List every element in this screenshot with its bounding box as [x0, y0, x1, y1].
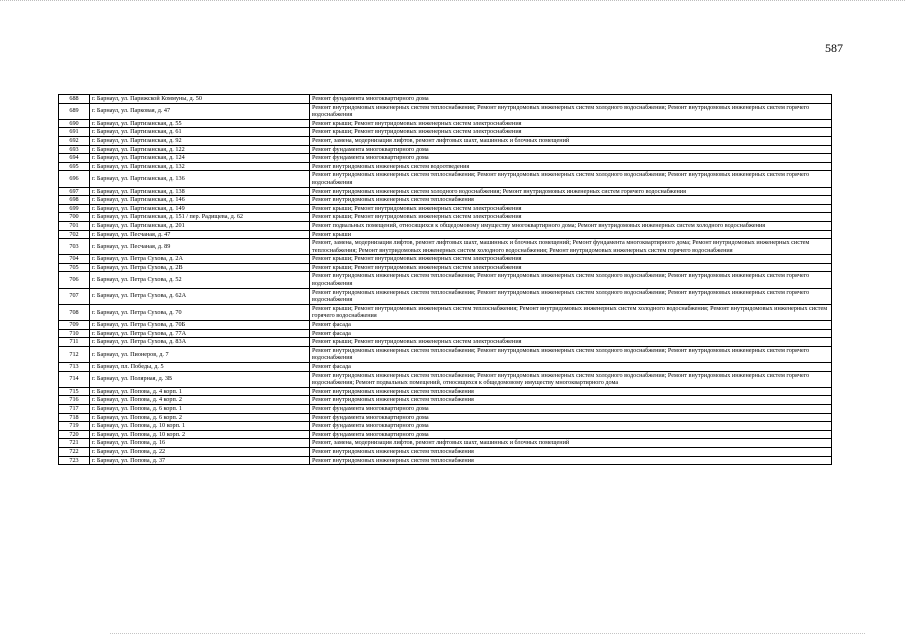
row-number: 698: [59, 196, 90, 205]
row-works: Ремонт внутридомовых инженерных систем теплоснабжения: [310, 196, 832, 205]
row-works: Ремонт внутридомовых инженерных систем теплоснабжения; Ремонт внутридомовых инженерных систем холодного водоснабжения; Ремонт внутридомовых инженерных систем горячего водоснабжения: [310, 171, 832, 187]
row-works: Ремонт, замена, модернизация лифтов, ремонт лифтовых шахт, машинных и блочных помещений: [310, 136, 832, 145]
row-works: Ремонт внутридомовых инженерных систем теплоснабжения; Ремонт внутридомовых инженерных систем холодного водоснабжения; Ремонт внутридомовых инженерных систем горячего водоснабжения: [310, 103, 832, 119]
row-address: г. Барнаул, ул. Попова, д. 6 корп. 2: [90, 413, 310, 422]
row-works: Ремонт внутридомовых инженерных систем теплоснабжения; Ремонт внутридомовых инженерных систем холодного водоснабжения; Ремонт внутридомовых инженерных систем горячего водоснабжения: [310, 346, 832, 362]
row-number: 692: [59, 136, 90, 145]
row-address: г. Барнаул, ул. Партизанская, д. 124: [90, 154, 310, 163]
table-row: [59, 128, 832, 137]
table-row: [59, 456, 832, 465]
row-works: Ремонт фасада: [310, 363, 832, 372]
row-number: 710: [59, 329, 90, 338]
row-address: г. Барнаул, ул. Попова, д. 4 корп. 2: [90, 396, 310, 405]
row-number: 696: [59, 171, 90, 187]
row-number: 717: [59, 404, 90, 413]
table-row: [59, 103, 832, 119]
row-works: Ремонт фундамента многоквартирного дома: [310, 413, 832, 422]
row-address: г. Барнаул, пл. Победы, д. 5: [90, 363, 310, 372]
row-number: 695: [59, 162, 90, 171]
row-number: 706: [59, 272, 90, 288]
row-address: г. Барнаул, ул. Партизанская, д. 138: [90, 187, 310, 196]
row-address: г. Барнаул, ул. Петра Сухова, д. 52: [90, 272, 310, 288]
row-works: Ремонт, замена, модернизация лифтов, ремонт лифтовых шахт, машинных и блочных помещений; Ремонт фундамента многоквартирного дома; Ремонт внутридомовых инженерных систем теплоснабжения; Ремонт внутридомовых инженерных систем холодного водоснабжения; Ремонт внутридомовых инженерных систем горячего водоснабжения: [310, 239, 832, 255]
row-works: Ремонт крыши; Ремонт внутридомовых инженерных систем электроснабжения: [310, 255, 832, 264]
row-address: г. Барнаул, ул. Партизанская, д. 55: [90, 119, 310, 128]
table-row: [59, 371, 832, 387]
row-works: Ремонт крыши; Ремонт внутридомовых инженерных систем электроснабжения: [310, 119, 832, 128]
row-address: г. Барнаул, ул. Партизанская, д. 146: [90, 196, 310, 205]
row-address: г. Барнаул, ул. Партизанская, д. 122: [90, 145, 310, 154]
row-number: 708: [59, 304, 90, 320]
row-works: Ремонт крыши; Ремонт внутридомовых инженерных систем электроснабжения: [310, 263, 832, 272]
row-number: 690: [59, 119, 90, 128]
row-address: г. Барнаул, ул. Попова, д. 4 корп. 1: [90, 387, 310, 396]
table-row: [59, 171, 832, 187]
row-address: г. Барнаул, ул. Партизанская, д. 132: [90, 162, 310, 171]
registry-table-body: [59, 95, 832, 465]
row-number: 721: [59, 439, 90, 448]
table-row: [59, 154, 832, 163]
row-works: Ремонт внутридомовых инженерных систем водоотведения: [310, 162, 832, 171]
row-number: 718: [59, 413, 90, 422]
table-row: [59, 230, 832, 239]
row-address: г. Барнаул, ул. Парковая, д. 47: [90, 103, 310, 119]
row-address: г. Барнаул, ул. Петра Сухова, д. 62А: [90, 288, 310, 304]
row-number: 691: [59, 128, 90, 137]
row-works: Ремонт фасада: [310, 321, 832, 330]
table-row: [59, 145, 832, 154]
table-row: [59, 396, 832, 405]
row-number: 697: [59, 187, 90, 196]
registry-table-container: [58, 94, 832, 465]
row-works: Ремонт фундамента многоквартирного дома: [310, 422, 832, 431]
row-number: 722: [59, 447, 90, 456]
row-address: г. Барнаул, ул. Партизанская, д. 136: [90, 171, 310, 187]
row-works: Ремонт внутридомовых инженерных систем теплоснабжения: [310, 456, 832, 465]
table-row: [59, 329, 832, 338]
table-row: [59, 204, 832, 213]
table-row: [59, 196, 832, 205]
table-row: [59, 338, 832, 347]
table-row: [59, 272, 832, 288]
row-number: 719: [59, 422, 90, 431]
table-row: [59, 263, 832, 272]
row-number: 723: [59, 456, 90, 465]
row-number: 711: [59, 338, 90, 347]
row-number: 712: [59, 346, 90, 362]
row-address: г. Барнаул, ул. Петра Сухова, д. 83А: [90, 338, 310, 347]
table-row: [59, 213, 832, 222]
row-address: г. Барнаул, ул. Партизанская, д. 151 / пер. Радищева, д. 62: [90, 213, 310, 222]
table-row: [59, 187, 832, 196]
table-row: [59, 162, 832, 171]
row-address: г. Барнаул, ул. Попова, д. 10 корп. 1: [90, 422, 310, 431]
row-works: Ремонт фундамента многоквартирного дома: [310, 430, 832, 439]
row-works: Ремонт внутридомовых инженерных систем теплоснабжения: [310, 447, 832, 456]
table-row: [59, 404, 832, 413]
row-number: 714: [59, 371, 90, 387]
scan-edge-bottom: [110, 629, 865, 634]
registry-table: [58, 94, 832, 465]
row-number: 701: [59, 221, 90, 230]
row-number: 689: [59, 103, 90, 119]
row-address: г. Барнаул, ул. Попова, д. 22: [90, 447, 310, 456]
row-address: г. Барнаул, ул. Петра Сухова, д. 70Б: [90, 321, 310, 330]
row-address: г. Барнаул, ул. Петра Сухова, д. 70: [90, 304, 310, 320]
table-row: [59, 447, 832, 456]
table-row: [59, 387, 832, 396]
row-number: 720: [59, 430, 90, 439]
row-works: Ремонт крыши; Ремонт внутридомовых инженерных систем электроснабжения: [310, 204, 832, 213]
row-works: Ремонт внутридомовых инженерных систем теплоснабжения: [310, 396, 832, 405]
table-row: [59, 430, 832, 439]
table-row: [59, 304, 832, 320]
row-number: 703: [59, 239, 90, 255]
table-row: [59, 119, 832, 128]
row-number: 705: [59, 263, 90, 272]
page-number: 587: [825, 41, 843, 55]
table-row: [59, 221, 832, 230]
row-works: Ремонт фундамента многоквартирного дома: [310, 95, 832, 104]
row-works: Ремонт внутридомовых инженерных систем теплоснабжения; Ремонт внутридомовых инженерных систем холодного водоснабжения; Ремонт внутридомовых инженерных систем горячего водоснабжения: [310, 288, 832, 304]
row-number: 693: [59, 145, 90, 154]
row-works: Ремонт фундамента многоквартирного дома: [310, 145, 832, 154]
row-number: 688: [59, 95, 90, 104]
row-address: г. Барнаул, ул. Полярная, д. 3В: [90, 371, 310, 387]
row-works: Ремонт фундамента многоквартирного дома: [310, 404, 832, 413]
row-number: 709: [59, 321, 90, 330]
table-row: [59, 321, 832, 330]
row-works: Ремонт внутридомовых инженерных систем теплоснабжения: [310, 387, 832, 396]
table-row: [59, 363, 832, 372]
row-works: Ремонт крыши: [310, 230, 832, 239]
row-address: г. Барнаул, ул. Попова, д. 6 корп. 1: [90, 404, 310, 413]
row-address: г. Барнаул, ул. Парижской Коммуны, д. 50: [90, 95, 310, 104]
row-address: г. Барнаул, ул. Пионеров, д. 7: [90, 346, 310, 362]
row-works: Ремонт фундамента многоквартирного дома: [310, 154, 832, 163]
row-address: г. Барнаул, ул. Петра Сухова, д. 77А: [90, 329, 310, 338]
row-number: 704: [59, 255, 90, 264]
row-address: г. Барнаул, ул. Партизанская, д. 201: [90, 221, 310, 230]
row-address: г. Барнаул, ул. Попова, д. 10 корп. 2: [90, 430, 310, 439]
table-row: [59, 422, 832, 431]
row-address: г. Барнаул, ул. Партизанская, д. 92: [90, 136, 310, 145]
row-number: 716: [59, 396, 90, 405]
table-row: [59, 346, 832, 362]
row-works: Ремонт крыши; Ремонт внутридомовых инженерных систем электроснабжения: [310, 338, 832, 347]
row-address: г. Барнаул, ул. Партизанская, д. 149: [90, 204, 310, 213]
table-row: [59, 439, 832, 448]
row-number: 700: [59, 213, 90, 222]
table-row: [59, 239, 832, 255]
table-row: [59, 95, 832, 104]
row-address: г. Барнаул, ул. Петра Сухова, д. 2В: [90, 263, 310, 272]
row-number: 694: [59, 154, 90, 163]
row-works: Ремонт внутридомовых инженерных систем теплоснабжения; Ремонт внутридомовых инженерных систем холодного водоснабжения; Ремонт внутридомовых инженерных систем горячего водоснабжения: [310, 272, 832, 288]
row-works: Ремонт внутридомовых инженерных систем холодного водоснабжения; Ремонт внутридомовых инженерных систем горячего водоснабжения: [310, 187, 832, 196]
table-row: [59, 255, 832, 264]
row-works: Ремонт, замена, модернизация лифтов, ремонт лифтовых шахт, машинных и блочных помещений: [310, 439, 832, 448]
row-works: Ремонт внутридомовых инженерных систем теплоснабжения; Ремонт внутридомовых инженерных систем холодного водоснабжения; Ремонт внутридомовых инженерных систем горячего водоснабжения; Ремонт подвальных помещений, относящихся к общедомовому имуществу многоквартирного дома: [310, 371, 832, 387]
row-works: Ремонт фасада: [310, 329, 832, 338]
row-address: г. Барнаул, ул. Песчаная, д. 47: [90, 230, 310, 239]
row-works: Ремонт подвальных помещений, относящихся к общедомовому имуществу многоквартирного дома; Ремонт внутридомовых инженерных систем холодного водоснабжения: [310, 221, 832, 230]
row-number: 699: [59, 204, 90, 213]
row-address: г. Барнаул, ул. Песчаная, д. 89: [90, 239, 310, 255]
table-row: [59, 136, 832, 145]
table-row: [59, 288, 832, 304]
row-number: 713: [59, 363, 90, 372]
row-address: г. Барнаул, ул. Попова, д. 16: [90, 439, 310, 448]
row-works: Ремонт крыши; Ремонт внутридомовых инженерных систем электроснабжения: [310, 213, 832, 222]
row-address: г. Барнаул, ул. Попова, д. 37: [90, 456, 310, 465]
row-number: 707: [59, 288, 90, 304]
row-number: 715: [59, 387, 90, 396]
row-works: Ремонт крыши; Ремонт внутридомовых инженерных систем электроснабжения: [310, 128, 832, 137]
scan-edge-top: [0, 0, 905, 5]
row-number: 702: [59, 230, 90, 239]
row-works: Ремонт крыши; Ремонт внутридомовых инженерных систем теплоснабжения; Ремонт внутридомовых инженерных систем холодного водоснабжения; Ремонт внутридомовых инженерных систем горячего водоснабжения: [310, 304, 832, 320]
table-row: [59, 413, 832, 422]
row-address: г. Барнаул, ул. Партизанская, д. 61: [90, 128, 310, 137]
row-address: г. Барнаул, ул. Петра Сухова, д. 2А: [90, 255, 310, 264]
